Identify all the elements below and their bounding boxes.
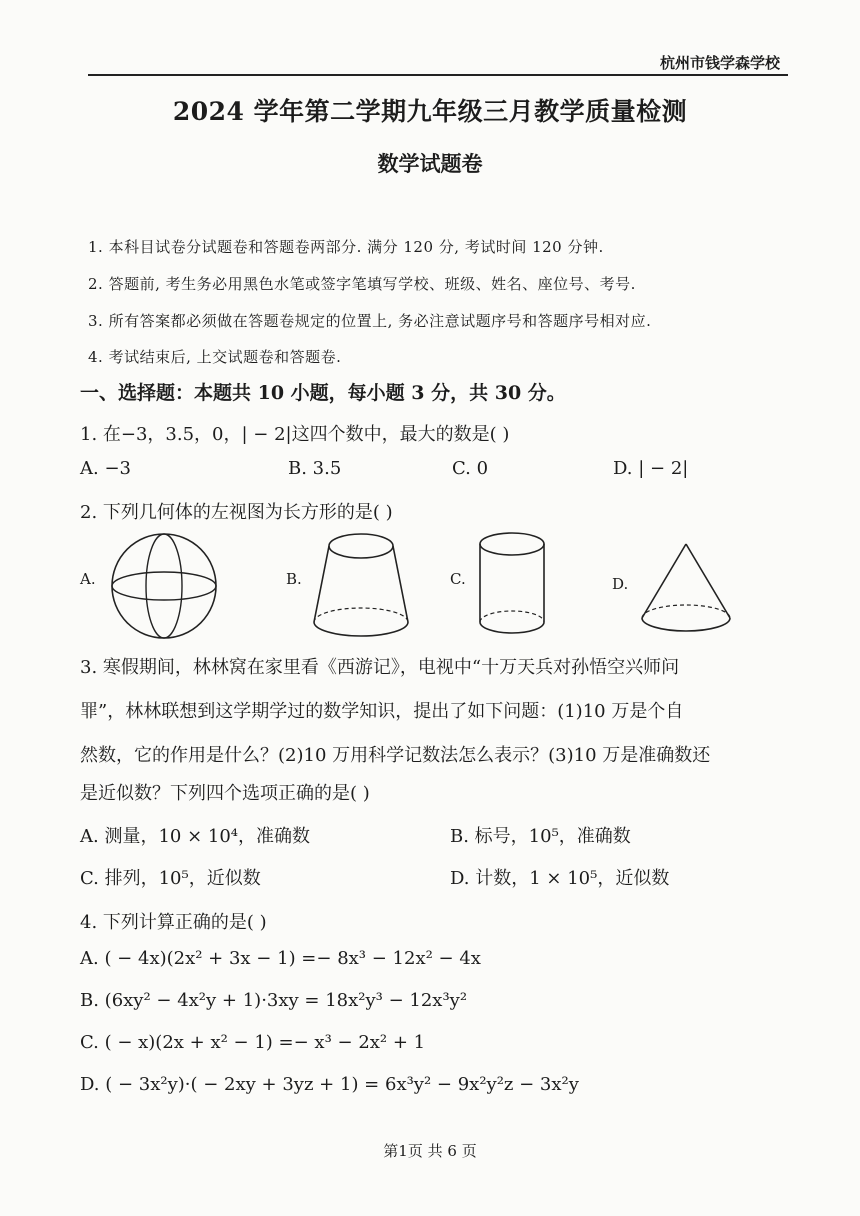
- frustum-figure: [306, 528, 416, 648]
- q2-option-b-label: B.: [286, 570, 302, 588]
- cylinder-figure: [474, 528, 554, 648]
- q2-option-a-label: A.: [80, 570, 96, 588]
- question-4-stem: 4. 下列计算正确的是( ): [80, 912, 267, 933]
- q3-option-b: B. 标号，10⁵，准确数: [450, 826, 631, 847]
- question-3-line-3: 然数，它的作用是什么？(2)10 万用科学记数法怎么表示？(3)10 万是准确数还: [80, 745, 711, 766]
- q3-option-a: A. 测量，10 × 10⁴，准确数: [80, 826, 310, 847]
- question-3-line-2: 罪”，林林联想到这学期学过的数学知识，提出了如下问题：(1)10 万是个自: [80, 701, 684, 722]
- question-2-stem: 2. 下列几何体的左视图为长方形的是( ): [80, 502, 393, 523]
- exam-subtitle: 数学试题卷: [377, 151, 483, 176]
- q2-option-d-label: D.: [612, 575, 629, 593]
- q4-option-b: B. (6xy² − 4x²y + 1)·3xy = 18x²y³ − 12x³y²: [80, 990, 468, 1011]
- q1-option-d: D. | − 2|: [613, 458, 689, 479]
- cone-figure: [636, 540, 736, 650]
- sphere-figure: [104, 530, 224, 650]
- header-divider: [88, 74, 788, 76]
- note-1: 1. 本科目试卷分试题卷和答题卷两部分. 满分 120 分, 考试时间 120 分钟.: [88, 238, 604, 256]
- question-3-line-4: 是近似数？下列四个选项正确的是( ): [80, 783, 370, 804]
- q2-option-c-label: C.: [450, 570, 466, 588]
- exam-title: 2024 学年第二学期九年级三月教学质量检测: [172, 97, 688, 126]
- note-3: 3. 所有答案都必须做在答题卷规定的位置上, 务必注意试题序号和答题序号相对应.: [88, 312, 652, 330]
- q4-option-a: A. ( − 4x)(2x² + 3x − 1) =− 8x³ − 12x² − 4x: [80, 948, 481, 969]
- note-2: 2. 答题前, 考生务必用黑色水笔或签字笔填写学校、班级、姓名、座位号、考号.: [88, 275, 636, 293]
- school-name: 杭州市钱学森学校: [660, 54, 781, 72]
- q3-option-c: C. 排列，10⁵，近似数: [80, 868, 261, 889]
- section-heading: 一、选择题：本题共 10 小题，每小题 3 分，共 30 分。: [80, 382, 566, 404]
- q1-option-c: C. 0: [452, 458, 489, 479]
- note-4: 4. 考试结束后, 上交试题卷和答题卷.: [88, 348, 342, 366]
- q1-option-b: B. 3.5: [288, 458, 342, 479]
- q3-option-d: D. 计数，1 × 10⁵，近似数: [450, 868, 670, 889]
- page-footer: 第1页 共 6 页: [383, 1142, 477, 1160]
- question-1-stem: 1. 在−3，3.5，0，| − 2|这四个数中，最大的数是( ): [80, 424, 510, 445]
- q4-option-d: D. ( − 3x²y)·( − 2xy + 3yz + 1) = 6x³y² − 9x²y²z − 3x²y: [80, 1074, 579, 1095]
- question-3-line-1: 3. 寒假期间，林林窝在家里看《西游记》，电视中“十万天兵对孙悟空兴师问: [80, 657, 680, 678]
- q1-option-a: A. −3: [80, 458, 131, 479]
- q4-option-c: C. ( − x)(2x + x² − 1) =− x³ − 2x² + 1: [80, 1032, 426, 1053]
